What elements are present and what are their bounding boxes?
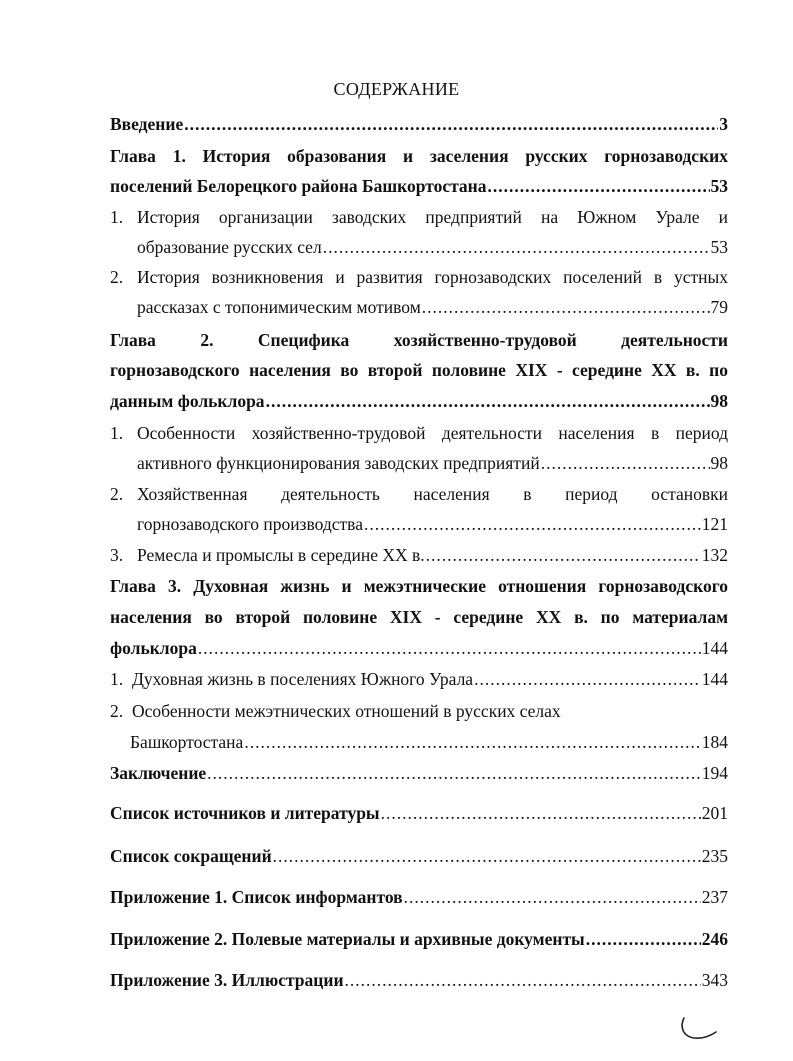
chapter-1-title-line-1: Глава 1. История образования и заселения русских горнозаводских (110, 146, 728, 166)
toc-entry-1-1 (137, 236, 728, 258)
toc-entry-3-2 (130, 731, 728, 753)
toc-entry-chapter-3 (110, 637, 728, 659)
section-title-line-1: История возникновения и развития горнозаводских поселений в устных (137, 267, 728, 287)
entry-title: поселений Белорецкого района Башкортостана (110, 176, 487, 196)
page-number: 53 (710, 237, 728, 257)
page-number: 79 (710, 297, 728, 317)
page-number: 343 (701, 970, 728, 990)
section-number: 1. (110, 207, 124, 227)
entry-title: Приложение 3. Иллюстрации (110, 970, 344, 990)
toc-entry-chapter-1 (110, 175, 728, 197)
section-number: 2. (110, 267, 124, 287)
entry-title: Заключение (110, 763, 207, 783)
page-number: 144 (701, 638, 728, 658)
entry-title: Введение (110, 114, 184, 134)
page-number: 235 (701, 846, 728, 866)
section-number: 1. (110, 669, 124, 689)
toc-entry-2-3 (110, 544, 728, 566)
toc-entry-2-2-line-1 (110, 483, 728, 505)
chapter-2-title-line-2: горнозаводского населения во второй половине XIX - середине XX в. по (110, 360, 728, 380)
toc-entry-chapter-2 (110, 390, 728, 412)
section-number: 3. (110, 545, 124, 565)
page-number: 98 (710, 453, 728, 473)
entry-title: Башкортостана (130, 732, 244, 752)
entry-title: образование русских сел (137, 237, 322, 257)
entry-title: рассказах с топонимическим мотивом (137, 297, 421, 317)
entry-title: Список сокращений (110, 846, 272, 866)
page-number: 184 (701, 732, 728, 752)
toc-entry-1-2 (137, 296, 728, 318)
entry-title: данным фольклора (110, 391, 265, 411)
toc-entry-appendix-3 (110, 969, 728, 991)
page-number: 121 (701, 514, 728, 534)
toc-entry-1-1-line-1 (110, 206, 728, 228)
page-number: 237 (701, 887, 728, 907)
toc-entry-2-1-line-1 (110, 422, 728, 444)
section-title-line-1: История организации заводских предприятий на Южном Урале и (137, 207, 728, 227)
toc-entry-2-2 (137, 513, 728, 535)
chapter-3-title-line-2: населения во второй половине XIX - середине XX в. по материалам (110, 607, 728, 627)
section-title-line-1: Хозяйственная деятельность населения в период остановки (137, 484, 728, 504)
page-number: 53 (710, 176, 728, 196)
handwritten-mark (676, 1012, 720, 1044)
section-number: 1. (110, 423, 124, 443)
page-number: 194 (701, 763, 728, 783)
toc-entry-appendix-1 (110, 886, 728, 908)
toc-entry-sources (110, 802, 728, 824)
toc-entry-abbreviations (110, 845, 728, 867)
entry-title: фольклора (110, 638, 197, 658)
toc-entry-appendix-2 (110, 928, 728, 950)
toc-entry-3-1 (110, 668, 728, 690)
page-number: 132 (701, 545, 728, 565)
toc-heading: СОДЕРЖАНИЕ (333, 79, 460, 99)
chapter-2-title-line-1: Глава 2. Специфика хозяйственно-трудовой деятельности (110, 330, 728, 350)
section-title-line-1: Особенности межэтнических отношений в русских селах (132, 701, 561, 721)
entry-title: Список источников и литературы (110, 803, 380, 823)
section-number: 2. (110, 484, 124, 504)
entry-title: Ремесла и промыслы в середине XX в. (137, 545, 425, 565)
page-number: 98 (710, 391, 728, 411)
entry-title: Духовная жизнь в поселениях Южного Урала (132, 669, 474, 689)
page-number: 144 (701, 669, 728, 689)
page-number: 201 (701, 803, 728, 823)
entry-title: Приложение 1. Список информантов (110, 887, 403, 907)
toc-entry-conclusion (110, 762, 728, 784)
toc-entry-1-2-line-1 (110, 266, 728, 288)
entry-title: Приложение 2. Полевые материалы и архивные документы (110, 929, 585, 949)
section-title-line-1: Особенности хозяйственно-трудовой деятельности населения в период (137, 423, 728, 443)
entry-title: горнозаводского производства (137, 514, 363, 534)
page-number: 246 (701, 929, 728, 949)
toc-entry-intro (110, 113, 728, 135)
chapter-3-title-line-1: Глава 3. Духовная жизнь и межэтнические отношения горнозаводского (110, 576, 728, 596)
toc-entry-3-2-line-1 (110, 700, 728, 722)
page-number: 3 (719, 114, 728, 134)
toc-entry-2-1 (137, 452, 728, 474)
section-number: 2. (110, 701, 124, 721)
entry-title: активного функционирования заводских предприятий (137, 453, 540, 473)
